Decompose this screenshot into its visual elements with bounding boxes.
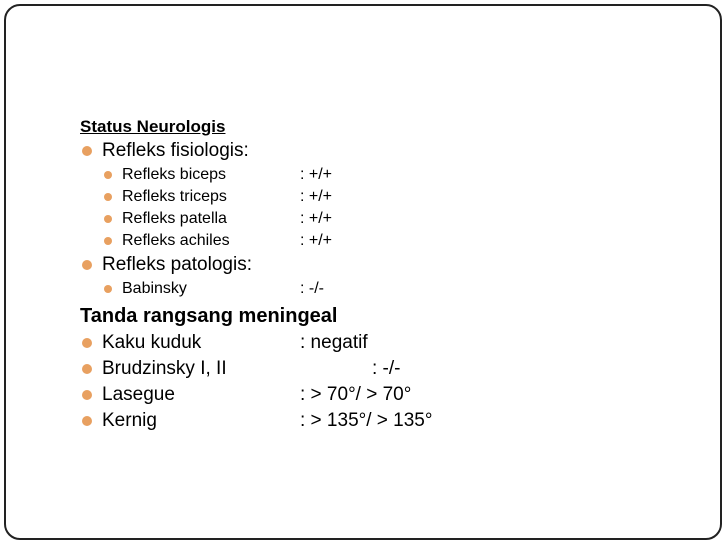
item-value: : negatif	[300, 332, 368, 353]
item-value: : -/-	[300, 280, 324, 297]
item-label: Refleks triceps	[122, 188, 227, 205]
bullet-icon	[82, 338, 92, 348]
item-label: Brudzinsky I, II	[102, 358, 227, 379]
sub-list-item	[80, 230, 640, 252]
tanda-rangsang-meningeal-heading: Tanda rangsang meningeal	[80, 305, 338, 327]
item-value: : > 70°/ > 70°	[300, 384, 412, 405]
list-item	[80, 330, 640, 356]
list-item	[80, 408, 640, 434]
list-item	[80, 382, 640, 408]
sub-list-item	[80, 278, 640, 300]
refleks-patologis-item	[80, 252, 640, 278]
sub-list-item	[80, 164, 640, 186]
item-label: Refleks achiles	[122, 232, 230, 249]
item-label: Refleks fisiologis:	[102, 140, 249, 161]
sub-list-item	[80, 208, 640, 230]
sub-list-item	[80, 186, 640, 208]
item-label: Lasegue	[102, 384, 175, 405]
item-value: : +/+	[300, 166, 333, 183]
bullet-icon	[104, 193, 112, 201]
item-value: : > 135°/ > 135°	[300, 410, 433, 431]
item-label: Kaku kuduk	[102, 332, 202, 353]
bullet-icon	[104, 215, 112, 223]
item-label: Refleks biceps	[122, 166, 227, 183]
slide-content	[80, 116, 640, 434]
item-value: : +/+	[300, 232, 333, 249]
list-item	[80, 356, 640, 382]
bullet-icon	[82, 364, 92, 374]
item-label: Refleks patologis:	[102, 254, 252, 275]
refleks-fisiologis-item	[80, 138, 640, 164]
bullet-icon	[82, 390, 92, 400]
item-label: Refleks patella	[122, 210, 227, 227]
bullet-icon	[82, 416, 92, 426]
item-label: Babinsky	[122, 280, 187, 297]
status-neurologis-heading: Status Neurologis	[80, 117, 226, 136]
item-value: : +/+	[300, 210, 333, 227]
bullet-icon	[104, 171, 112, 179]
bullet-icon	[104, 237, 112, 245]
item-value: : +/+	[300, 188, 333, 205]
item-label: Kernig	[102, 410, 157, 431]
bullet-icon	[104, 285, 112, 293]
item-value: : -/-	[372, 358, 401, 379]
bullet-icon	[82, 260, 92, 270]
bullet-icon	[82, 146, 92, 156]
